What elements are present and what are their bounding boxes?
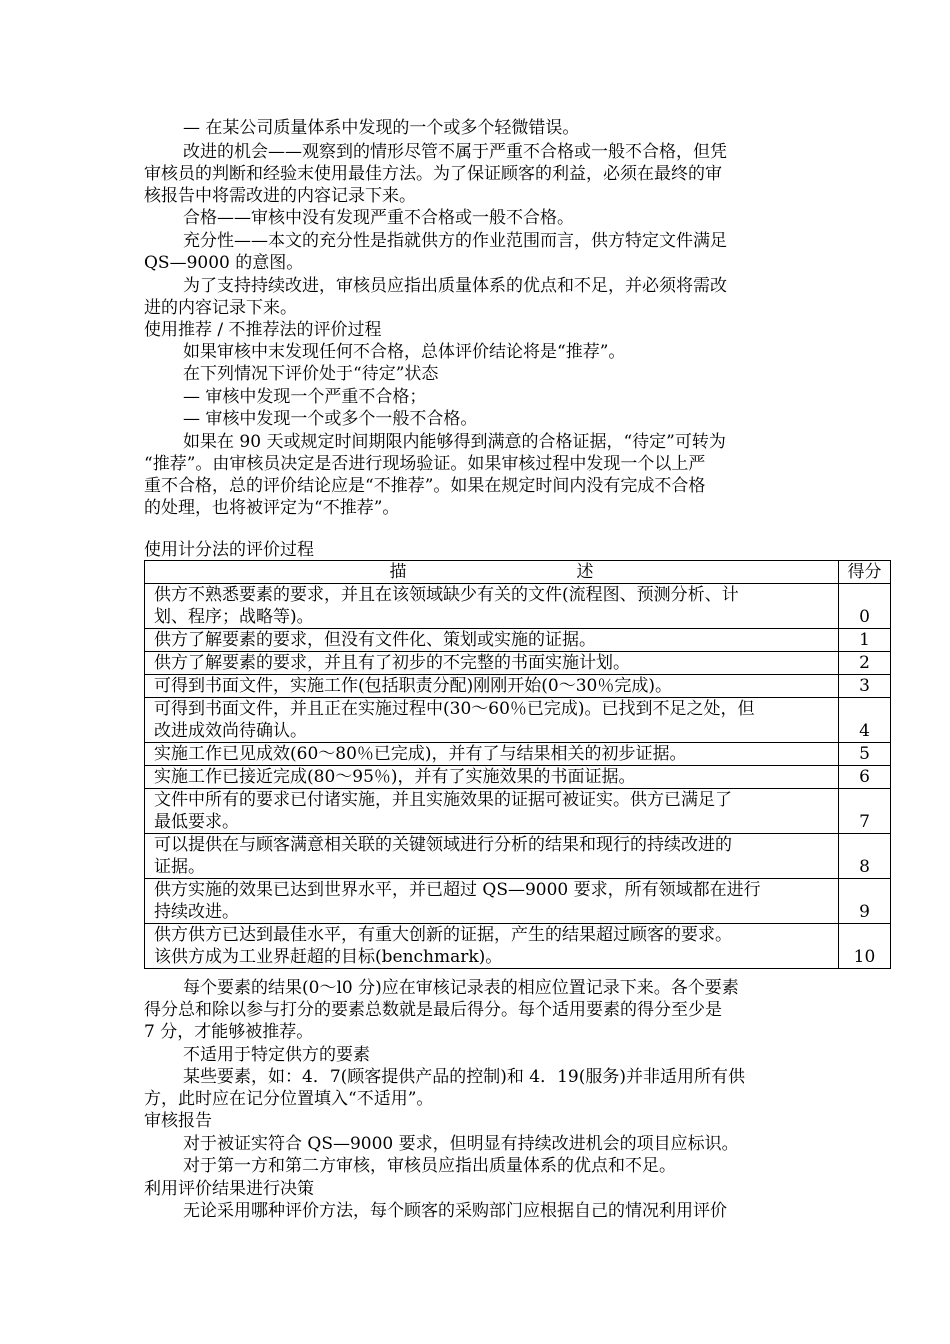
row-score: 4: [839, 698, 891, 743]
desc-line: 划、程序；战略等)。: [154, 607, 314, 627]
table-header-row: [145, 561, 891, 584]
scoring-table: [144, 560, 891, 969]
row-score: 2: [839, 652, 891, 675]
table-row: [145, 743, 891, 766]
text-line: 的处理，也将被评定为“不推荐”。: [144, 498, 400, 518]
row-description: [145, 834, 839, 879]
desc-line: 改进成效尚待确认。: [154, 721, 307, 741]
text-line: 充分性——本文的充分性是指就供方的作业范围而言，供方特定文件满足: [183, 231, 727, 251]
text-line: 每个要素的结果(0～l0 分)应在审核记录表的相应位置记录下来。各个要素: [183, 978, 739, 998]
text-line: QS—9000 的意图。: [144, 253, 304, 273]
row-description: [145, 652, 839, 675]
desc-line: 最低要求。: [154, 812, 239, 832]
row-score: 0: [839, 584, 891, 629]
row-score: 3: [839, 675, 891, 698]
header-desc-char: 述: [576, 562, 594, 582]
table-row: [145, 584, 891, 629]
table-row: [145, 698, 891, 743]
table-row: [145, 652, 891, 675]
row-score: 6: [839, 766, 891, 789]
desc-line: 可得到书面文件，实施工作(包括职责分配)刚刚开始(0～30％完成)。: [154, 676, 672, 696]
text-line: 在下列情况下评价处于“待定”状态: [183, 364, 439, 384]
text-line: — 在某公司质量体系中发现的一个或多个轻微错误。: [183, 118, 580, 138]
text-line: 如果审核中末发现任何不合格，总体评价结论将是“推荐”。: [183, 342, 626, 362]
desc-line: 可以提供在与顾客满意相关联的关键领域进行分析的结果和现行的持续改进的: [154, 835, 732, 855]
row-score: 8: [839, 834, 891, 879]
text-line: 为了支持持续改进，审核员应指出质量体系的优点和不足，并必须将需改: [183, 276, 727, 296]
text-line: 无论采用哪种评价方法，每个顾客的采购部门应根据自己的情况利用评价: [183, 1201, 727, 1221]
desc-line: 持续改进。: [154, 902, 239, 922]
list-item: — 审核中发现一个严重不合格；: [183, 387, 427, 407]
desc-line: 供方了解要素的要求，并且有了初步的不完整的书面实施计划。: [154, 653, 630, 673]
desc-line: 供方不熟悉要素的要求，并且在该领域缺少有关的文件(流程图、预测分析、计: [154, 585, 739, 605]
row-description: [145, 789, 839, 834]
text-line: 得分总和除以参与打分的要素总数就是最后得分。每个适用要素的得分至少是: [144, 1000, 722, 1020]
section-heading: 使用推荐 / 不推荐法的评价过程: [144, 320, 382, 340]
desc-line: 可得到书面文件，并且正在实施过程中(30～60％已完成)。已找到不足之处，但: [154, 699, 755, 719]
desc-line: 文件中所有的要求已付诸实施，并且实施效果的证据可被证实。供方已满足了: [154, 790, 732, 810]
text-line: 某些要素，如：4．7(顾客提供产品的控制)和 4．19(服务)并非适用所有供: [183, 1067, 746, 1087]
text-line: 7 分，才能够被推荐。: [144, 1022, 314, 1042]
desc-line: 供方供方已达到最佳水平，有重大创新的证据，产生的结果超过顾客的要求。: [154, 925, 732, 945]
table-row: [145, 629, 891, 652]
table-row: [145, 789, 891, 834]
header-description: [145, 561, 839, 584]
row-description: [145, 629, 839, 652]
text-line: 进的内容记录下来。: [144, 298, 297, 318]
desc-line: 实施工作已见成效(60～80％已完成)，并有了与结果相关的初步证据。: [154, 744, 687, 764]
row-description: [145, 743, 839, 766]
desc-line: 供方了解要素的要求，但没有文件化、策划或实施的证据。: [154, 630, 596, 650]
table-row: [145, 924, 891, 969]
row-score: 7: [839, 789, 891, 834]
text-line: 如果在 90 天或规定时间期限内能够得到满意的合格证据，“待定”可转为: [183, 432, 726, 452]
text-line: 审核员的判断和经验末使用最佳方法。为了保证顾客的利益，必须在最终的审: [144, 164, 722, 184]
desc-line: 证据。: [154, 857, 205, 877]
text-line: 合格——审核中没有发现严重不合格或一般不合格。: [183, 208, 574, 228]
section-heading: 审核报告: [144, 1111, 212, 1131]
row-score: 1: [839, 629, 891, 652]
row-score: 5: [839, 743, 891, 766]
desc-line: 实施工作已接近完成(80～95％)，并有了实施效果的书面证据。: [154, 767, 636, 787]
text-line: 核报告中将需改进的内容记录下来。: [144, 186, 416, 206]
desc-line: 该供方成为工业界赶超的目标(benchmark)。: [154, 947, 503, 967]
row-score: 9: [839, 879, 891, 924]
desc-line: 供方实施的效果已达到世界水平，并已超过 QS—9000 要求，所有领域都在进行: [154, 880, 761, 900]
header-score: 得分: [839, 561, 891, 584]
header-desc-char: 描: [389, 562, 407, 582]
text-line: 对于第一方和第二方审核，审核员应指出质量体系的优点和不足。: [183, 1156, 676, 1176]
text-line: “推荐”。由审核员决定是否进行现场验证。如果审核过程中发现一个以上严: [144, 454, 706, 474]
text-line: 对于被证实符合 QS—9000 要求，但明显有持续改进机会的项目应标识。: [183, 1134, 739, 1154]
row-description: [145, 584, 839, 629]
section-heading: 利用评价结果进行决策: [144, 1179, 314, 1199]
text-line: 方，此时应在记分位置填入“不适用”。: [144, 1089, 434, 1109]
row-description: [145, 924, 839, 969]
table-row: [145, 879, 891, 924]
text-line: 不适用于特定供方的要素: [183, 1045, 370, 1065]
text-line: 重不合格，总的评价结论应是“不推荐”。如果在规定时间内没有完成不合格: [144, 476, 706, 496]
row-description: [145, 879, 839, 924]
row-description: [145, 766, 839, 789]
table-row: [145, 766, 891, 789]
table-row: [145, 834, 891, 879]
row-description: [145, 698, 839, 743]
row-description: [145, 675, 839, 698]
table-row: [145, 675, 891, 698]
section-heading: 使用计分法的评价过程: [144, 540, 314, 560]
row-score: 10: [839, 924, 891, 969]
text-line: 改进的机会——观察到的情形尽管不属于严重不合格或一般不合格，但凭: [183, 142, 727, 162]
list-item: — 审核中发现一个或多个一般不合格。: [183, 409, 478, 429]
